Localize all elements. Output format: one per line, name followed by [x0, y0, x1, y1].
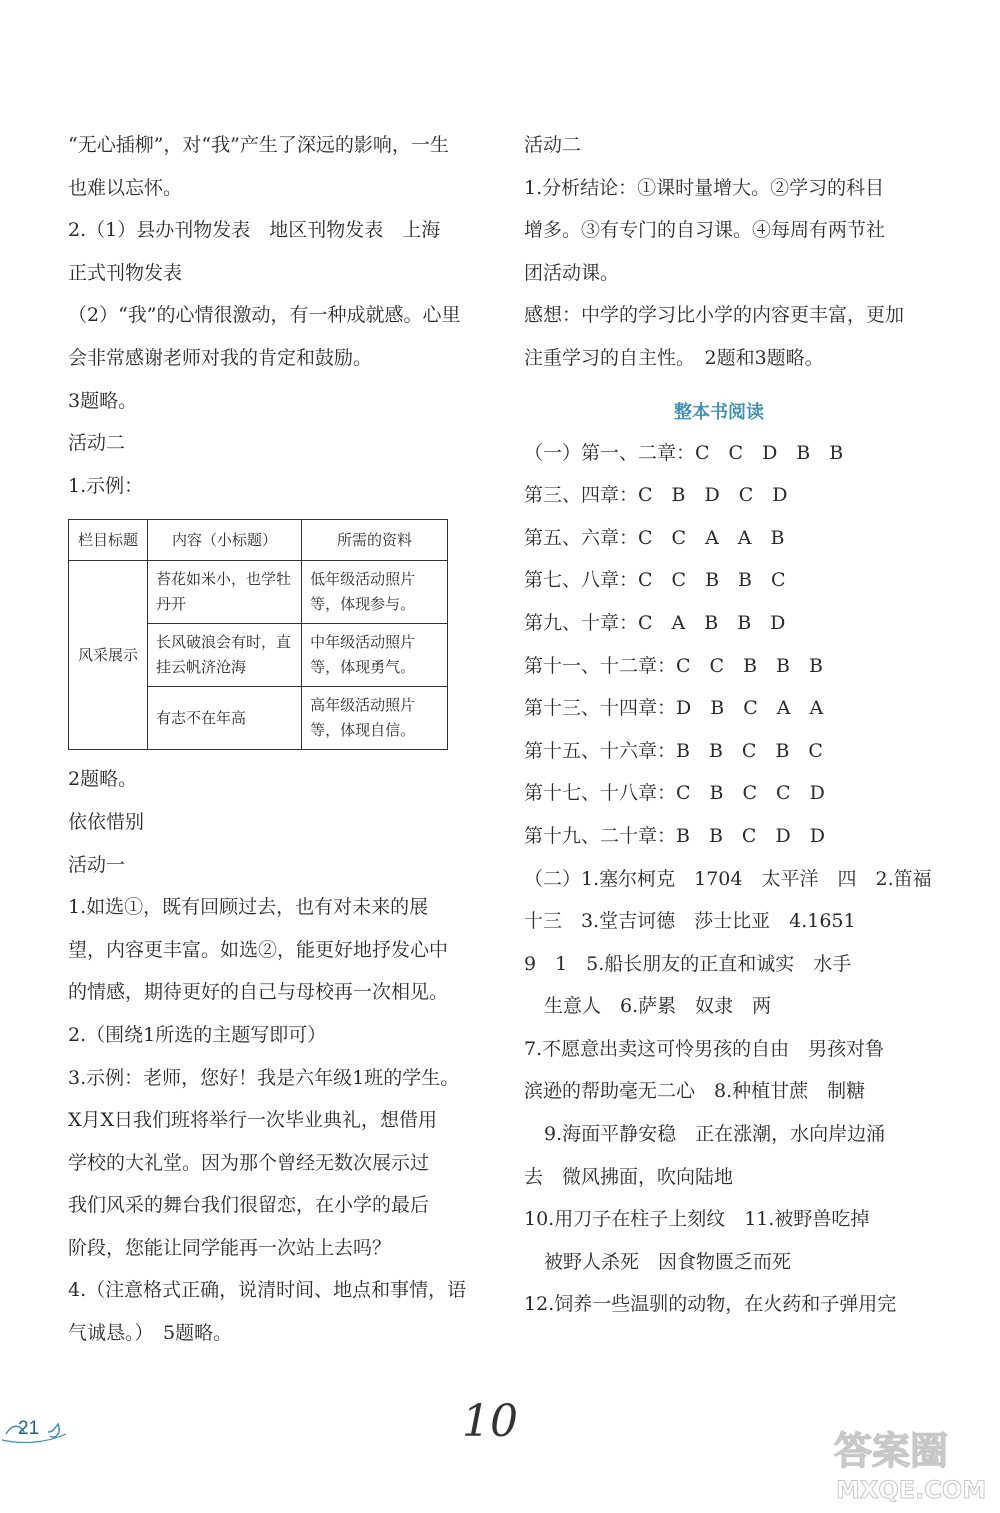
page-number: 21 [18, 1418, 40, 1439]
svg-text:答案圈: 答案圈 [834, 1429, 949, 1473]
text-line: 3题略。 [68, 389, 138, 412]
text-line: 10.用刀子在柱子上刻纹 11.被野兽吃掉 [524, 1208, 870, 1231]
text-line: 2.（围绕1所选的主题写即可） [68, 1023, 327, 1046]
text-line: 望，内容更丰富。如选②，能更好地抒发心中 [68, 938, 449, 961]
right-bottom-block [524, 858, 932, 1327]
text-line: 第十九、二十章：B B C D D [524, 824, 825, 847]
text-line: 3.示例：老师，您好！我是六年级1班的学生。 [68, 1066, 460, 1089]
text-line: 第九、十章：C A B B D [524, 611, 786, 634]
text-line: 活动一 [68, 853, 126, 876]
text-line: 1.如选①，既有回顾过去，也有对未来的展 [68, 896, 429, 919]
text-line: 阶段，您能让同学能再一次站上去吗？ [68, 1236, 392, 1259]
table-cell-material: 中年级活动照片等，体现勇气。 [302, 624, 448, 687]
text-line: 正式刊物发表 [68, 261, 183, 284]
right-column [524, 124, 932, 1326]
table-row [69, 561, 448, 624]
text-line: 学校的大礼堂。因为那个曾经无数次展示过 [68, 1151, 430, 1174]
text-line: 7.不愿意出卖这可怜男孩的自由 男孩对鲁 [524, 1037, 885, 1060]
text-line: 第七、八章：C C B B C [524, 569, 786, 592]
text-line: 第十五、十六章：B B C B C [524, 739, 823, 762]
text-line: 活动二 [524, 134, 582, 156]
text-line: 十三 3.堂吉诃德 莎士比亚 4.1651 [524, 910, 856, 933]
left-top-block [68, 124, 460, 507]
text-line: 感想：中学的学习比小学的内容更丰富，更加 [524, 304, 905, 327]
table-cell-content: 长风破浪会有时，直挂云帆济沧海 [148, 624, 302, 687]
activity-table [68, 519, 448, 750]
text-line: “无心插柳”，对“我”产生了深远的影响，一生 [68, 134, 449, 156]
text-line: 12.饲养一些温驯的动物，在火药和子弹用完 [524, 1293, 897, 1316]
table-header-cell: 栏目标题 [69, 520, 148, 561]
text-line: 团活动课。 [524, 261, 620, 284]
text-line: 活动二 [68, 432, 126, 455]
text-line: 被野人杀死 因食物匮乏而死 [544, 1250, 792, 1273]
table-merged-cell: 风采展示 [69, 561, 148, 750]
text-line: 注重学习的自主性。 2题和3题略。 [524, 346, 824, 369]
text-line: 也难以忘怀。 [68, 176, 183, 199]
text-line: 第五、六章：C C A A B [524, 526, 785, 549]
handwritten-mark: 10 [462, 1396, 518, 1447]
watermark-logo [830, 1420, 995, 1505]
text-line: 滨逊的帮助毫无二心 8.种植甘蔗 制糖 [524, 1080, 866, 1103]
right-top-block [524, 124, 914, 380]
text-line: 第三、四章：C B D C D [524, 484, 788, 507]
text-line: 第十三、十四章：D B C A A [524, 697, 824, 720]
answer-list [524, 432, 914, 858]
text-line: X月X日我们班将举行一次毕业典礼，想借用 [68, 1109, 438, 1132]
text-line: 第十一、十二章：C C B B B [524, 654, 823, 677]
table-cell-material: 低年级活动照片等，体现参与。 [302, 561, 448, 624]
text-line: 去 微风拂面，吹向陆地 [524, 1165, 734, 1188]
text-line: 增多。③有专门的自习课。④每周有两节社 [524, 219, 886, 242]
text-line: 1.分析结论：①课时量增大。②学习的科目 [524, 176, 885, 199]
svg-text:MXQE.COM: MXQE.COM [836, 1476, 987, 1504]
text-line: 第十七、十八章：C B C C D [524, 782, 825, 805]
table-cell-content: 有志不在年高 [148, 687, 302, 750]
text-line: （2）“我”的心情很激动，有一种成就感。心里 [68, 304, 461, 327]
text-line: 4.（注意格式正确，说清时间、地点和事情，语 [68, 1279, 467, 1302]
text-line: 1.示例： [68, 474, 144, 497]
text-line: 会非常感谢老师对我的肯定和鼓励。 [68, 346, 373, 369]
text-line: 我们风采的舞台我们很留恋，在小学的最后 [68, 1194, 430, 1217]
text-line: （一）第一、二章：C C D B B [524, 441, 844, 464]
table-cell-material: 高年级活动照片等，体现自信。 [302, 687, 448, 750]
text-line: 2.（1）县办刊物发表 地区刊物发表 上海 [68, 219, 441, 242]
text-line: 气诚恳。） 5题略。 [68, 1322, 233, 1345]
left-column [68, 124, 467, 1355]
text-line: 依依惜别 [68, 810, 145, 833]
text-line: 9.海面平静安稳 正在涨潮，水向岸边涌 [544, 1123, 886, 1146]
left-bottom-block [68, 758, 467, 1354]
table-header-cell: 内容（小标题） [148, 520, 302, 561]
text-line: 的情感，期待更好的自己与母校再一次相见。 [68, 981, 449, 1004]
table-cell-content: 苔花如米小，也学牡丹开 [148, 561, 302, 624]
text-line: 9 1 5.船长朋友的正直和诚实 水手 [524, 952, 852, 975]
table-header-cell: 所需的资料 [302, 520, 448, 561]
text-line: 2题略。 [68, 768, 138, 791]
text-line: 生意人 6.萨累 奴隶 两 [544, 995, 772, 1018]
text-line: （二）1.塞尔柯克 1704 太平洋 四 2.笛福 [524, 867, 932, 890]
table-header-row [69, 520, 448, 561]
section-title: 整本书阅读 [674, 401, 764, 423]
